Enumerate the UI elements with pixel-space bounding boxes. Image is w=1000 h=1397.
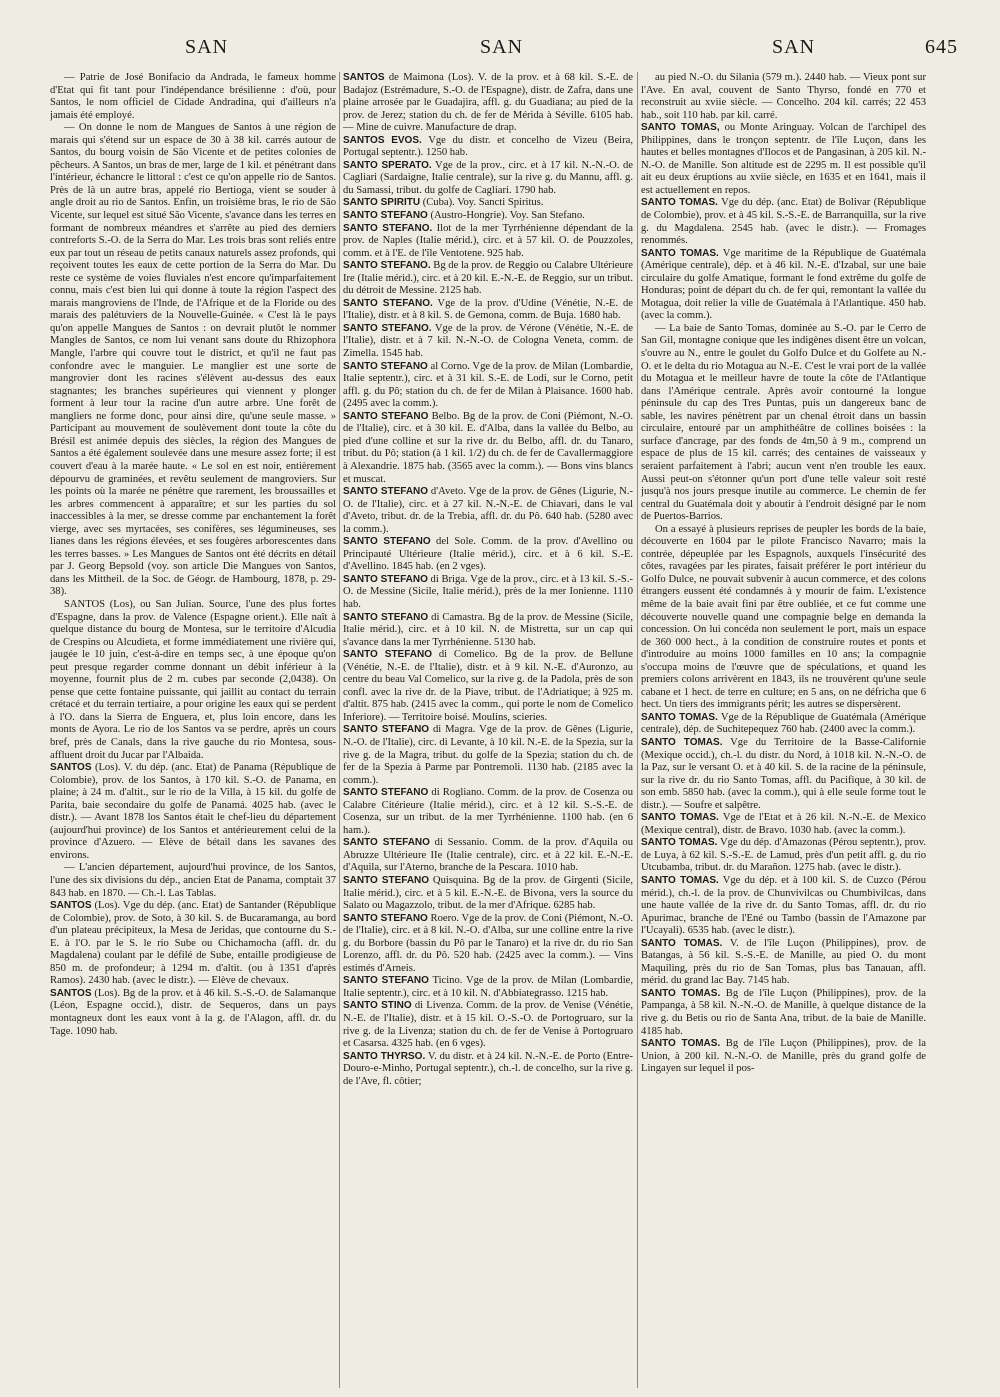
- dictionary-entry: [343, 298, 633, 323]
- entry-text: On a essayé à plusieurs reprises de peupler les bords de la baie, découverte en 1604 par le pilote Francisco Navarro; mais la contrée, dépeuplée par les Espagnols, auxquels l'insécurité des côtes, ravagées par les pirates, faisait préférer le port intérieur du Golfo Dulce, ne pouvait subvenir à aucun commerce, et des colons étrangers eussent été condamnés à y mourir de faim. L'existence même de la baie avait fini par être oubliée, et ce fut comme une découverte nouvelle quand une compagnie belge en demanda la concession. On lui concéda non seulement le port, mais un espace de 360 000 hect., à la condition de construire routes et ponts et d'introduire au moins 1000 familles en 10 ans; la compagnie s'occupa moins de l'œuvre que de spéculations, et quand les premiers colons arrivèrent en 1843, ils ne trouvèrent qu'une seule cabane et 1 hect. de terre en culture; en 5 ans, on ne défricha que 6 hect. Un tiers des immigrants périt; les autres se dispersèrent.: [641, 523, 926, 711]
- entry-text: Quisquina. Bg de la prov. de Girgenti (Sicile, Italie mérid.), circ. et à 5 kil. E.-N.-E. de Bivona, vers la source du Salato ou Magazzolo, tribut. de la mer d'Afrique. 6285 hab.: [343, 875, 633, 912]
- entry-headword: SANTO THYRSO.: [343, 1050, 426, 1062]
- entry-headword: SANTO STEFANO.: [343, 322, 432, 334]
- entry-text: Vge du dép. (anc. Etat) de Bolivar (République de Colombie), prov. et à 45 kil. S.-S.-E. de Barranquilla, sur la rive g. du Magdalena. 2545 hab. (avec le distr.). — Fromages renommés.: [641, 197, 926, 247]
- entry-headword: SANTOS: [50, 987, 92, 999]
- dictionary-entry: [641, 737, 926, 812]
- dictionary-entry: [343, 837, 633, 875]
- paragraph: [641, 323, 926, 524]
- dictionary-entry: [343, 260, 633, 298]
- dictionary-entry: [343, 1000, 633, 1050]
- dictionary-entry: [343, 323, 633, 361]
- entry-headword: SANTO SPERATO.: [343, 159, 432, 171]
- entry-headword: SANTO TOMAS.: [641, 937, 723, 949]
- entry-text: di Magra. Vge de la prov. de Gênes (Ligurie, N.-O. de l'Italie), circ. di Levante, à 10 kil. N.-E. de la Spezia, sur la rive g. de la Magra, tribut. du golfe de la Spezia; station du ch. de fer de la Spezia à Parme par Pontremoli. 1130 hab. (2185 avec la comm.).: [343, 724, 633, 786]
- entry-text: Vge de l'Etat et à 26 kil. N.-N.-E. de Mexico (Mexique central), distr. de Bravo. 1030 hab. (avec la comm.).: [641, 812, 926, 836]
- dictionary-entry: [641, 875, 926, 938]
- entry-headword: SANTO TOMAS.: [641, 987, 721, 999]
- dictionary-entry: [641, 248, 926, 323]
- dictionary-entry: [641, 938, 926, 988]
- entry-text: Bg de l'île Luçon (Philippines), prov. de la Pampanga, à 58 kil. N.-N.-O. de Manille, à quelque distance de la rive g. du Betis ou rio de Santa Ana, tribut. de la baie de Manille. 4185 hab.: [641, 987, 926, 1037]
- entry-text: ou Monte Aringuay. Volcan de l'archipel des Philippines, dans le tronçon septentr. de l'île Luçon, dans les hautes et belles montagnes d'Ilocos et de Pangasinan, à 205 kil. N.-N.-O. de Manille. Son altitude est de 2295 m. Il est possible qu'il ait eu deux éruptions au xviie siècle, en 1635 et en 1641, mais il est actuellement en repos.: [641, 122, 926, 196]
- entry-text: — On donne le nom de Mangues de Santos à une région de marais qui s'étend sur un espace de 30 à 38 kil. carrés autour de Santos, du bourg voisin de São Vicente et de petites colonies de pêcheurs. A Santos, un bras de mer, large de 1 kil. et pénétrant dans l'intérieur, échancre le littoral : c'est ce qu'on appelle rio de Santos. Près de là un autre bras, appelé rio Bertioga, vient se souder à angle droit au rio de Santos. Enfin, un troisième bras, le rio de São Vicente, sur lequel est situé São Vicente, s'avance dans les terres en formant de nombreux méandres et s'arrête au pied des derniers contreforts S.-O. de la Serra do Mar. Les trois bras sont reliés entre eux par tout un réseau de petits canaux naturels assez profonds, qui reçoivent toutes les eaux de cette portion de la Serra do Mar. Du reste ce système de voies fluviales n'est encore qu'imparfaitement connu, mais c'est bien lui qui donne à toute la région l'aspect des marais mangroviens de l'Inde, de l'Afrique et de la Floride ou des marais des palétuviers de la Nouvelle-Guinée. « C'est là le pays qu'on appelle Mangues de Santos : on devrait plutôt le nommer Mangles de Santos, ce nom lui venant sans doute du Rhizophora Mangle, l'arbre qui couvre tout le district, et qu'il ne faut pas confondre avec le manguier. Le manglier est une sorte de mangrovier dont les racines s'élèvent au-dessus des eaux stagnantes; les branches supérieures qui viennent y plonger forment à leur tour la racine d'un autre arbre. Une forêt de mangliers ne forme donc, pour ainsi dire, qu'une seule masse. » Participant au mouvement de soulèvement dont toute la côte du Brésil est animée depuis des siècles, la région des Mangues de Santos a été également soulevée dans une mesure assez forte; il est couvert d'eau à la marée haute. « Le sol en est noir, entièrement dépourvu de graminées, et revêtu seulement de mangroviers. Sur les points où la marée ne pénètre que rarement, les broussailles et les arbres commencent à apparaître; et sur les parties du sol inaccessibles à la mer, se dresse comme par enchantement la forêt vierge, avec ses myrtacées, ses conifères, ses légumineuses, ses lianes dans les régions élevées, et ses fougères arborescentes dans les terres basses. » Les Mangues de Santos ont été décrits en détail par J. Georg Bepsold (voy. son article Die Mangues von Santos, dans les Mittheil. de la Soc. de Géogr. de Hambourg, 1878, p. 29-38).: [50, 122, 336, 598]
- dictionary-entry: [641, 197, 926, 247]
- entry-headword: SANTO STEFANO: [343, 875, 430, 886]
- dictionary-entry: [343, 135, 633, 160]
- dictionary-entry: [641, 812, 926, 837]
- dictionary-entry: [343, 197, 633, 210]
- entry-headword: SANTO STEFANO: [343, 573, 428, 585]
- dictionary-entry: [50, 988, 336, 1038]
- entry-text: del Sole. Comm. de la prov. d'Avellino ou Principauté Ultérieure (Italie mérid.), circ. et à 6 kil. S.-E. d'Avellino. 1845 hab. (en 2 vges).: [343, 536, 633, 573]
- entry-text: V. du distr. et à 24 kil. N.-N.-E. de Porto (Entre-Douro-e-Minho, Portugal septentr.), ch.-l. de concelho, sur la rive g. de l'Ave, fl. côtier;: [343, 1050, 633, 1087]
- entry-text: Ilot de la mer Tyrrhénienne dépendant de la prov. de Naples (Italie mérid.), circ. et à 57 kil. O. de Pouzzoles, comm. et à l'E. de l'île Ventotene. 925 hab.: [343, 222, 633, 259]
- entry-headword: SANTO STEFANO: [343, 975, 429, 987]
- entry-text: SANTOS (Los), ou San Julian. Source, l'une des plus fortes d'Espagne, dans la prov. de Valence (Espagne orient.). Elle naît à quelque distance du bourg de Montesa, sur le territoire d'Alcudia de Crespins ou Alcudieta, et forme immédiatement une rivière qui, jaugée le 10 juin, c'est-à-dire en temps sec, à une époque qu'on peut presque regarder comme donnant un débit inférieur à la moyenne, fournit plus de 2 m. cubes par seconde (2,0438). On pense que cette fontaine puissante, qui jaillit au contact du terrain crétacé et du terrain tertiaire, a pour origine les eaux qui se perdent à l'O. dans la Sierra de Enguera, et, plus loin encore, dans les monts de Ayora. Le rio de los Santos va se perdre, après un cours bref, près de Canals, dans la rive gauche du rio Montesa, sous-affluent droit du Jucar par l'Albaida.: [50, 598, 336, 761]
- entry-text: Roero. Vge de la prov. de Coni (Piémont, N.-O. de l'Italie), circ. et à 8 kil. N.-O. d'Alba, sur une colline entre la rive g. du Borbore (bassin du Pô par le Tanaro) et la rive dr. du rio San Lorenzo, affl. dr. du Pô. 520 hab. (2425 avec la comm.). — Vins estimés d'Arneis.: [343, 912, 633, 974]
- dictionary-entry: [343, 913, 633, 976]
- entry-headword: SANTO STEFANO: [343, 486, 429, 498]
- entry-headword: SANTO TOMAS.: [641, 837, 718, 849]
- entry-headword: SANTO TOMAS.: [641, 1038, 721, 1050]
- entry-headword: SANTO STEFANO.: [343, 297, 433, 309]
- paragraph: [641, 72, 926, 122]
- header-right: SAN: [772, 36, 816, 58]
- entry-text: (Los). Bg de la prov. et à 46 kil. S.-S.-O. de Salamanque (Léon, Espagne occid.), distr. de Sequeros, dans un pays montagneux dont les eaux vont à la g. de l'Alagon, affl. dr. du Tage. 1090 hab.: [50, 987, 336, 1037]
- entry-text: V. de l'île Luçon (Philippines), prov. de Batangas, à 56 kil. S.-S.-E. de Manille, au pied O. du mont Maquiling, près du rio de San Tomas, plus bas Tanauan, affl. mérid. du grand lac Bay. 7145 hab.: [641, 937, 926, 987]
- entry-headword: SANTO STEFANO: [343, 360, 428, 372]
- entry-text: Bg de l'île Luçon (Philippines), prov. de la Union, à 200 kil. N.-N.-O. de Manille, près du grand golfe de Lingayen sur lequel il pos-: [641, 1038, 926, 1075]
- entry-headword: SANTO TOMAS.: [641, 736, 723, 748]
- dictionary-entry: [343, 210, 633, 223]
- entry-headword: SANTO TOMAS.: [641, 247, 719, 259]
- entry-headword: SANTOS: [50, 900, 92, 912]
- entry-headword: SANTOS EVOS.: [343, 134, 422, 146]
- column-rule: [339, 72, 340, 1388]
- entry-headword: SANTO TOMAS.: [641, 197, 718, 209]
- dictionary-entry: [343, 1051, 633, 1089]
- entry-text: (Cuba). Voy. Sancti Spiritus.: [422, 197, 544, 209]
- entry-text: di Sessanio. Comm. de la prov. d'Aquila ou Abruzze Ultérieure IIe (Italie centrale), circ. et à 22 kil. E.-N.-E. d'Aquila, sur l'Aterno, branche de la Pescara. 1010 hab.: [343, 837, 633, 874]
- entry-text: Vge de la prov., circ. et à 17 kil. N.-N.-O. de Cagliari (Sardaigne, Italie centrale), sur la rive g. du Mannu, affl. g. du Samassi, tribut. du golfe de Cagliari. 1790 hab.: [343, 159, 633, 196]
- dictionary-entry: [641, 1038, 926, 1076]
- entry-text: (Los). V. du dép. (anc. Etat) de Panama (République de Colombie), prov. de los Santos, à 170 kil. S.-O. de Panama, en plaine; à 24 m. d'altit., sur le rio de la Villa, à 15 kil. du golfe de Parita, baie secondaire du golfe de Panamá. 4025 hab. (avec le distr.). — Avant 1878 los Santos était le chef-lieu du département (aujourd'hui province) de los Santos et antérieurement celui de la province d'Azuero. — Elève de bétail dans les savanes des environs.: [50, 762, 336, 861]
- entry-text: — La baie de Santo Tomas, dominée au S.-O. par le Cerro de San Gil, montagne conique que les indigènes disent être un volcan, s'ouvre au N., entre le goulet du Golfo Dulce et du Golfete au N.-O. et le delta du rio Motagua au N.-E. C'est le vrai port de la vallée du Motagua et le meilleur havre de toute la côte de l'Atlantique dans l'Amérique centrale. Après avoir contourné la longue péninsule du cap des Tres Puntas, puis un dangereux banc de sable, les navires pénètrent par un chenal étroit dans un bassin circulaire, entouré par un amphithéâtre de collines boisées : la surface d'ancrage, par des fonds de 4m,50 à 9 m., comprend un espace de plus de 15 kil. carrés; des centaines de vaisseaux y seraient parfaitement à l'abri; aucun vent n'en trouble les eaux. Aussi peut-on s'étonner qu'un port d'une telle valeur soit resté jusqu'à nos jours presque inutile au commerce. Le chemin de fer central du Guatémala doit y aboutir à l'endroit désigné par le nom de Puertos-Barrios.: [641, 322, 926, 523]
- entry-headword: SANTO STEFANO: [343, 410, 429, 422]
- entry-headword: SANTO TOMAS.: [641, 875, 719, 886]
- entry-text: Bg de la prov. de Reggio ou Calabre Ultérieure Ire (Italie mérid.), circ. et à 20 kil. E.-N.-E. de Reggio, sur un tribut. du détroit de Messine. 2125 hab.: [343, 260, 633, 297]
- paragraph: [50, 122, 336, 599]
- dictionary-entry: [343, 536, 633, 574]
- entry-headword: SANTO STEFANO: [343, 787, 429, 799]
- entry-headword: SANTO STEFANO: [343, 724, 430, 736]
- dictionary-entry: [343, 411, 633, 486]
- entry-headword: SANTO STEFANO: [343, 536, 431, 548]
- entry-headword: SANTOS: [343, 72, 385, 83]
- entry-headword: SANTO STEFANO: [343, 611, 429, 623]
- dictionary-entry: [343, 975, 633, 1000]
- dictionary-entry: [641, 988, 926, 1038]
- entry-text: di Briga. Vge de la prov., circ. et à 13 kil. S.-S.-O. de Messine (Sicile, Italie mérid.), près de la mer Ionienne. 1110 hab.: [343, 573, 633, 610]
- entry-headword: SANTO SPIRITU: [343, 197, 421, 209]
- paragraph: [50, 599, 336, 762]
- entry-headword: SANTO TOMAS.: [641, 812, 719, 824]
- entry-text: di Rogliano. Comm. de la prov. de Cosenza ou Calabre Citérieure (Italie mérid.), circ. et à 12 kil. S.-S.-E. de Cosenza, sur un tribut. de la mer Tyrrhénienne. 1100 hab. (en 6 ham.).: [343, 787, 633, 836]
- entry-text: Vge maritime de la République de Guatémala (Amérique centrale), dép. et à 46 kil. N.-E. d'Izabal, sur une baie circulaire du golfe Amatique, formant le fond extrême du golfe de Honduras; point de départ du ch. de fer qui, remontant la vallée du Motagua, doit relier la ville de Guatémala à l'Atlantique. 450 hab. (avec la comm.).: [641, 247, 926, 322]
- entry-headword: SANTOS: [50, 762, 92, 774]
- dictionary-entry: [50, 762, 336, 862]
- page-number: 645: [925, 36, 958, 58]
- entry-text: — Patrie de José Bonifacio da Andrada, le fameux homme d'Etat qui fit tant pour l'indépendance brésilienne : d'où, pour Santos, le nom officiel de Cidade Andradina, qui d'ailleurs n'a jamais été employé.: [50, 72, 336, 121]
- entry-text: di Comelico. Bg de la prov. de Bellune (Vénétie, N.-E. de l'Italie), distr. et à 9 kil. N.-E. d'Auronzo, au centre du beau Val Comelico, sur la rive g. de la Padola, près de son confl. avec la rive dr. de la Piave, tribut. de l'Adriatique; à 925 m. d'altit. 875 hab. (2415 avec la comm., qui porte le nom de Comelico Inferiore). — Territoire boisé. Moulins, scieries.: [343, 649, 633, 723]
- entry-headword: SANTO STEFANO: [343, 210, 428, 222]
- entry-headword: SANTO STEFANO: [343, 649, 432, 661]
- dictionary-entry: [641, 837, 926, 875]
- text-column-3: [641, 72, 926, 1390]
- entry-text: Vge du Territoire de la Basse-Californie (Mexique occid.), ch.-l. du distr. du Nord, à 1018 kil. N.-N.-O. de la Paz, sur le versant O. et à 40 kil. S. de la racine de la péninsule, sur la rive dr. du rio Santo Tomas, affl. du Pacifique, à 30 kil. de son emb. 5850 hab. (avec la comm.), qui à elle seule forme tout le distr.). — Soufre et salpêtre.: [641, 736, 926, 811]
- dictionary-entry: [343, 875, 633, 913]
- paragraph: [641, 524, 926, 712]
- dictionary-entry: [343, 612, 633, 650]
- header-left: SAN: [185, 36, 229, 58]
- entry-headword: SANTO STEFANO: [343, 837, 430, 849]
- dictionary-entry: [641, 712, 926, 737]
- dictionary-entry: [343, 724, 633, 787]
- dictionary-entry: [343, 361, 633, 411]
- entry-text: au pied N.-O. du Silania (579 m.). 2440 hab. — Vieux pont sur l'Ave. En aval, couvent de Santo Thyrso, fondé en 770 et reconstruit au xviie siècle. — Concelho. 204 kil. carrés; 22 453 hab., soit 110 hab. par kil. carré.: [641, 72, 926, 121]
- dictionary-entry: [343, 160, 633, 198]
- entry-text: (Los). Vge du dép. (anc. Etat) de Santander (République de Colombie), prov. de Soto, à 30 kil. S. de Bucaramanga, au bord d'un plateau précipiteux, la Mesa de Jeridas, que contourne du S.-E. à l'O. par le S. le rio Sube ou Chichamocha (affl. dr. du Magdalena) coulant par le défilé de Sube, entaille prodigieuse de 850 m. de profondeur; à 1294 m. d'altit. (ou à 1351 d'après Ramos). 2430 hab. (avec le distr.). — Elève de chevaux.: [50, 900, 336, 987]
- entry-text: d'Aveto. Vge de la prov. de Gênes (Ligurie, N.-O. de l'Italie), circ. et à 27 kil. N.-N.-E. de Chiavari, dans le val d'Aveto, tribut. dr. de la Trebia, affl. dr. du Pô. 640 hab. (5280 avec la comm.).: [343, 486, 633, 535]
- dictionary-entry: [50, 900, 336, 988]
- dictionary-entry: [641, 122, 926, 197]
- dictionary-entry: [343, 486, 633, 536]
- dictionary-entry: [343, 787, 633, 837]
- dictionary-entry: [343, 574, 633, 612]
- column-rule: [637, 72, 638, 1388]
- entry-text: Belbo. Bg de la prov. de Coni (Piémont, N.-O. de l'Italie), circ. et à 30 kil. E. d'Alba, dans la vallée du Belbo, au pied d'une colline et sur la rive dr. du Belbo, affl. dr. du Tanaro, tribut. du Pô; station (à 1 kil. 1/2) du ch. de fer de Cavallermaggiore à Alexandrie. 1875 hab. (3565 avec la comm.). — Bons vins blancs et muscat.: [343, 410, 633, 485]
- entry-text: — L'ancien département, aujourd'hui province, de los Santos, l'une des six divisions du dép., ancien Etat de Panama, comptait 37 843 hab. en 1870. — Ch.-l. Las Tablas.: [50, 862, 336, 899]
- entry-text: Vge du dép. d'Amazonas (Pérou septentr.), prov. de Luya, à 62 kil. S.-S.-E. de Lamud, près d'un petit affl. g. du rio Utcubamba, tribut. dr. du Marañon. 1275 hab. (avec le distr.).: [641, 837, 926, 874]
- dictionary-entry: [343, 223, 633, 261]
- header-center: SAN: [480, 36, 524, 58]
- text-column-2: [343, 72, 633, 1390]
- entry-text: di Livenza. Comm. de la prov. de Venise (Vénétie, N.-E. de l'Italie), distr. et à 15 kil. O.-S.-O. de Portogruaro, sur la rive g. de la Livenza; station du ch. de fer de Venise à Portogruaro et Casarsa. 4325 hab. (en 6 vges).: [343, 1000, 633, 1050]
- entry-text: Vge du dép. et à 100 kil. S. de Cuzco (Pérou mérid.), ch.-l. de la prov. de Chunvivilcas ou Chumbivilcas, dans une haute vallée de la rive dr. du Santo Tomas, affl. dr. du rio Apurimac, branche de l'Ené ou Tambo (bassin de l'Amazone par l'Ucayali). 6535 hab. (avec le distr.).: [641, 875, 926, 937]
- paragraph: [50, 72, 336, 122]
- entry-text: Vge du distr. et concelho de Vizeu (Beira, Portugal septentr.). 1250 hab.: [343, 134, 633, 159]
- entry-text: de Maimona (Los). V. de la prov. et à 68 kil. S.-E. de Badajoz (Estrémadure, S.-O. de l'Espagne), distr. de Zafra, dans une plaine arrosée par le Guadajira, affl. g. du Guadiana; au pied de la prov. de Jerez; station du ch. de fer de Mérida à Séville. 6105 hab. — Mine de cuivre. Manufacture de drap.: [343, 72, 633, 134]
- entry-text: al Corno. Vge de la prov. de Milan (Lombardie, Italie septentr.), circ. et à 31 kil. S.-E. de Lodi, sur le Corno, petit affl. g. du Pô; station du ch. de fer de Milan à Plaisance. 1600 hab. (2495 avec la comm.).: [343, 360, 633, 410]
- entry-headword: SANTO STEFANO.: [343, 260, 431, 272]
- entry-text: Vge de la République de Guatémala (Amérique centrale), dép. de Suchitepequez 760 hab. (2400 avec la comm.).: [641, 711, 926, 736]
- paragraph: [50, 862, 336, 900]
- entry-text: Vge de la prov. de Vérone (Vénétie, N.-E. de l'Italie), distr. et à 7 kil. N.-N.-O. de Cologna Veneta, comm. de Zimella. 1545 hab.: [343, 322, 633, 360]
- entry-text: (Austro-Hongrie). Voy. San Stefano.: [430, 210, 585, 222]
- entry-headword: SANTO STEFANO: [343, 912, 428, 924]
- running-header: [0, 36, 1000, 66]
- entry-headword: SANTO STINO: [343, 1000, 412, 1012]
- entry-headword: SANTO STEFANO.: [343, 222, 433, 234]
- entry-text: di Camastra. Bg de la prov. de Messine (Sicile, Italie mérid.), circ. et à 10 kil. N. de Mistretta, sur un cap qui s'avance dans la mer Tyrrhénienne. 5130 hab.: [343, 611, 633, 648]
- dictionary-entry: [343, 649, 633, 724]
- entry-headword: SANTO TOMAS,: [641, 122, 720, 134]
- dictionary-entry: [343, 72, 633, 135]
- entry-headword: SANTO TOMAS.: [641, 711, 718, 723]
- entry-text: Ticino. Vge de la prov. de Milan (Lombardie, Italie septentr.), circ. et à 10 kil. N. d'Abbiategrasso. 1215 hab.: [343, 975, 633, 999]
- text-column-1: [50, 72, 336, 1390]
- entry-text: Vge de la prov. d'Udine (Vénétie, N.-E. de l'Italie), distr. et à 8 kil. S. de Gemona, comm. de Buja. 1680 hab.: [343, 297, 633, 322]
